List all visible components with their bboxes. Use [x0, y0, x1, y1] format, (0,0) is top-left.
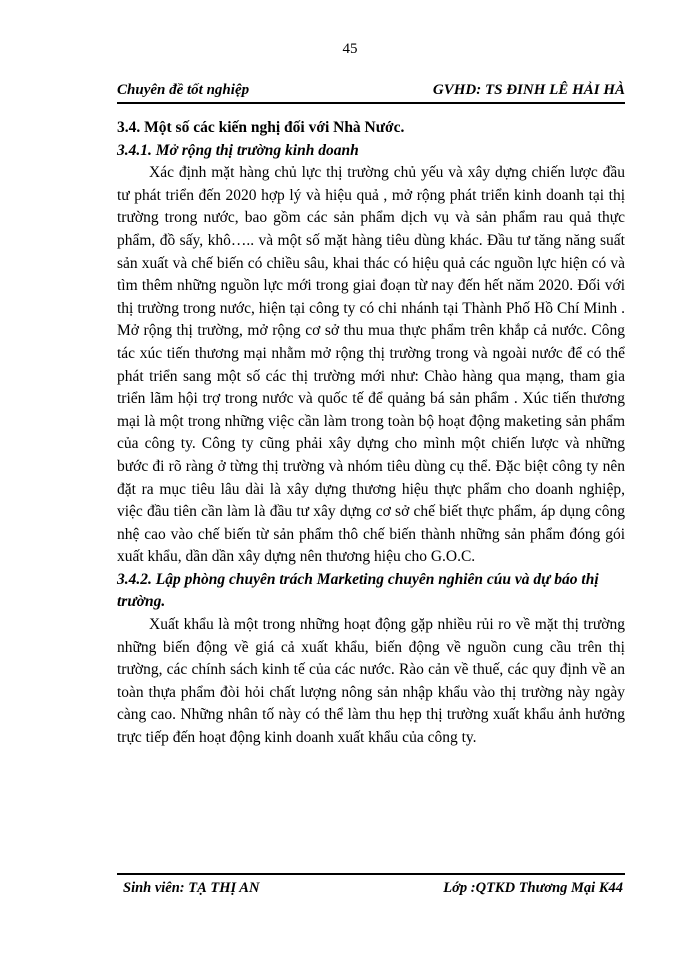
- header-document-type: Chuyên đề tốt nghiệp: [117, 82, 250, 98]
- page-body: [117, 117, 625, 750]
- footer-class: Lớp :QTKD Thương Mại K44: [443, 880, 623, 896]
- subsection-heading-1: 3.4.1. Mở rộng thị trường kinh doanh: [117, 141, 359, 159]
- subsection-paragraph-2: Xuất khẩu là một trong những hoạt động gặp nhiều rủi ro về mặt thị trường những biến động về giá cả xuất khẩu, biến động về nguồn cung cầu trên thị trường, các chính sách kinh tế của các nước. Rào cản về thuế, các quy định về an toàn thựa phẩm đòi hỏi chất lượng nông sản nhập khẩu vào thị trường này ngày càng cao. Những nhân tố này có thể làm thu hẹp thị trường xuất khẩu ảnh hưởng trực tiếp đến hoạt động kinh doanh xuất khẩu của công ty.: [117, 616, 625, 747]
- page-number: 45: [342, 41, 358, 57]
- page-header: [117, 82, 625, 104]
- subsection-paragraph-1: Xác định mặt hàng chủ lực thị trường chủ yếu và xây dựng chiến lược đầu tư phát triển đến 2020 hợp lý và hiệu quả , mở rộng phát triển kinh doanh tại thị trường trong nước, bao gồm các sản phẩm dịch vụ và sản phẩm rau quả thực phẩm, đồ sấy, khô….. và một số mặt hàng tiêu dùng khác. Đầu tư tăng năng suất sản xuất và chế biến có chiều sâu, khai thác có hiệu quả các nguồn lực hiện có và tìm thêm những nguồn lực mới trong giai đoạn từ nay đến hết năm 2020. Đối với thị trường trong nước, hiện tại công ty có chi nhánh tại Thành Phố Hồ Chí Minh . Mở rộng thị trường, mở rộng cơ sở thu mua thực phẩm trên khắp cả nước. Công tác xúc tiến thương mại nhằm mở rộng thị trường trong và ngoài nước để có thể phát triển sang một số các thị trường mới như: Chào hàng qua mạng, tham gia triển lãm hội trợ trong nước và quốc tế để quảng bá sản phẩm . Xúc tiến thương mại là một trong những việc cần làm trong toàn bộ hoạt động maketing sản phẩm của công ty. Công ty cũng phải xây dựng cho mình một chiến lược và những bước đi rõ ràng ở từng thị trường và nhóm tiêu dùng cụ thể. Đặc biệt công ty nên đặt ra mục tiêu lâu dài là xây dựng thương hiệu thực phẩm cho doanh nghiệp, việc đầu tiên cần làm là đầu tư xây dựng cơ sở chế biết thực phẩm, áp dụng công nhệ cao vào chế biến từ sản phẩm thô chế biến thành những sản phẩm đóng gói xuất khẩu, dần dần xây dựng nên thương hiệu cho G.O.C.: [117, 164, 625, 566]
- subsection-heading-2: 3.4.2. Lập phòng chuyên trách Marketing chuyên nghiên cúu và dự báo thị trường.: [117, 570, 599, 611]
- section-heading: 3.4. Một số các kiến nghị đối với Nhà Nước.: [117, 119, 405, 136]
- page-footer: [117, 873, 625, 899]
- header-supervisor: GVHD: TS ĐINH LÊ HẢI HÀ: [432, 82, 625, 98]
- footer-student: Sinh viên: TẠ THỊ AN: [123, 880, 260, 896]
